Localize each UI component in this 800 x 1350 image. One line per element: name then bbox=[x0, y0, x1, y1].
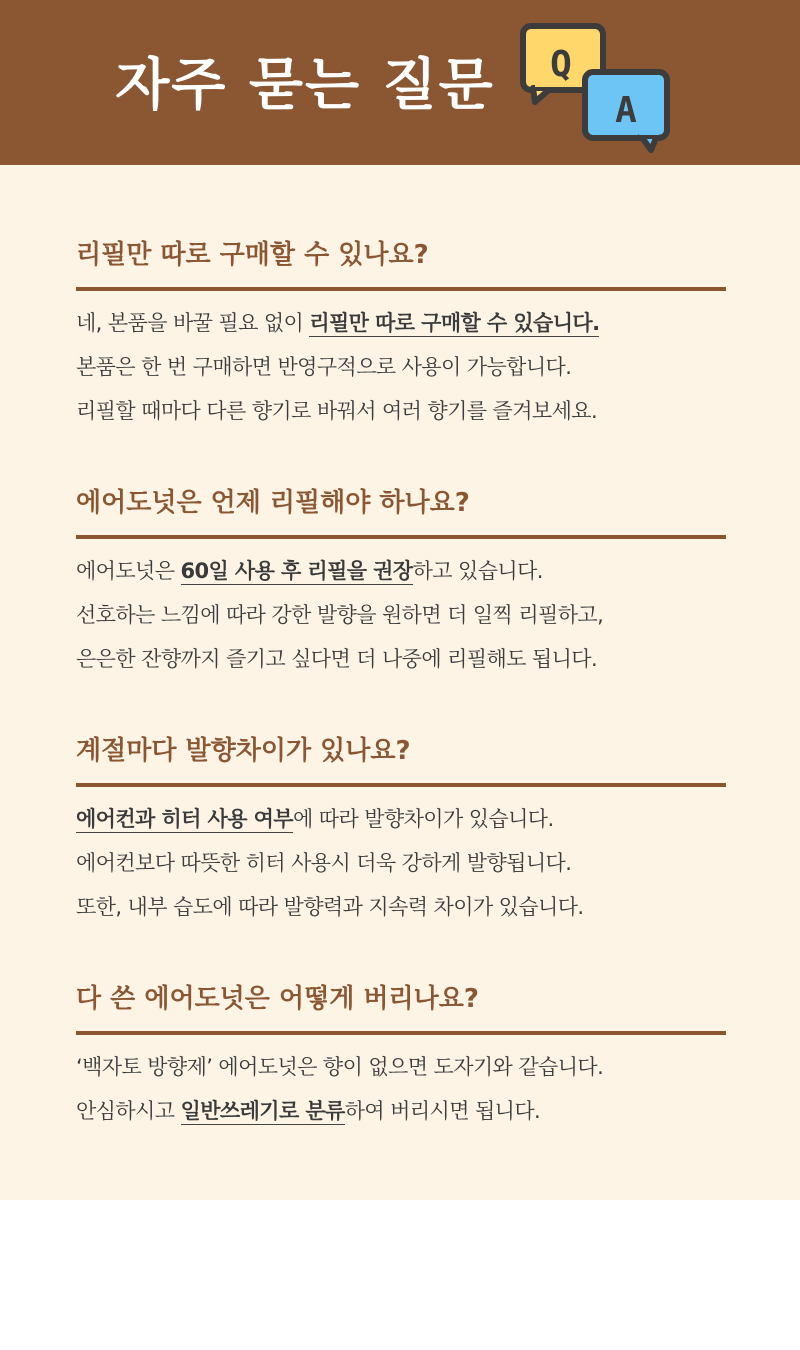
faq-answer-line: 에어컨과 히터 사용 여부에 따라 발향차이가 있습니다. bbox=[76, 807, 554, 831]
faq-item-seasonal-scent bbox=[76, 727, 726, 929]
faq-answer-line: ‘백자토 방향제’ 에어도넛은 향이 없으면 도자기와 같습니다. bbox=[76, 1055, 604, 1079]
faq-item-refill-timing bbox=[76, 479, 726, 681]
faq-answer-line: 또한, 내부 습도에 따라 발향력과 지속력 차이가 있습니다. bbox=[76, 895, 584, 919]
a-letter: A bbox=[615, 90, 637, 131]
faq-answer-line: 리필할 때마다 다른 향기로 바꿔서 여러 향기를 즐겨보세요. bbox=[76, 399, 598, 423]
q-letter: Q bbox=[550, 44, 572, 85]
answer-highlight: 60일 사용 후 리필을 권장 bbox=[180, 559, 413, 583]
faq-answer-line: 에어도넛은 60일 사용 후 리필을 권장하고 있습니다. bbox=[76, 559, 543, 583]
faq-item-refill-purchase bbox=[76, 231, 726, 433]
faq-divider bbox=[76, 1031, 726, 1035]
faq-answer-line: 안심하시고 일반쓰레기로 분류하여 버리시면 됩니다. bbox=[76, 1099, 541, 1123]
answer-highlight: 리필만 따로 구매할 수 있습니다. bbox=[309, 311, 600, 335]
faq-answer-line: 본품은 한 번 구매하면 반영구적으로 사용이 가능합니다. bbox=[76, 355, 572, 379]
header-banner bbox=[0, 0, 800, 165]
a-bubble-tail bbox=[641, 136, 657, 150]
faq-content bbox=[0, 165, 800, 1200]
faq-question: 에어도넛은 언제 리필해야 하나요? bbox=[76, 488, 470, 518]
faq-item-disposal bbox=[76, 975, 726, 1133]
qa-speech-bubbles-icon bbox=[515, 18, 675, 153]
answer-highlight: 일반쓰레기로 분류 bbox=[180, 1099, 345, 1123]
faq-answer-line: 에어컨보다 따뜻한 히터 사용시 더욱 강하게 발향됩니다. bbox=[76, 851, 572, 875]
faq-answer-line: 네, 본품을 바꿀 필요 없이 리필만 따로 구매할 수 있습니다. bbox=[76, 311, 600, 335]
faq-answer-line: 은은한 잔향까지 즐기고 싶다면 더 나중에 리필해도 됩니다. bbox=[76, 647, 598, 671]
page-title: 자주 묻는 질문 bbox=[115, 53, 495, 118]
faq-question: 리필만 따로 구매할 수 있나요? bbox=[76, 240, 429, 270]
faq-answer-line: 선호하는 느낌에 따라 강한 발향을 원하면 더 일찍 리필하고, bbox=[76, 603, 604, 627]
q-bubble-tail bbox=[533, 88, 551, 102]
answer-highlight: 에어컨과 히터 사용 여부 bbox=[76, 807, 293, 831]
faq-question: 계절마다 발향차이가 있나요? bbox=[76, 736, 411, 766]
faq-divider bbox=[76, 783, 726, 787]
faq-divider bbox=[76, 287, 726, 291]
faq-question: 다 쓴 에어도넛은 어떻게 버리나요? bbox=[76, 984, 479, 1014]
faq-divider bbox=[76, 535, 726, 539]
